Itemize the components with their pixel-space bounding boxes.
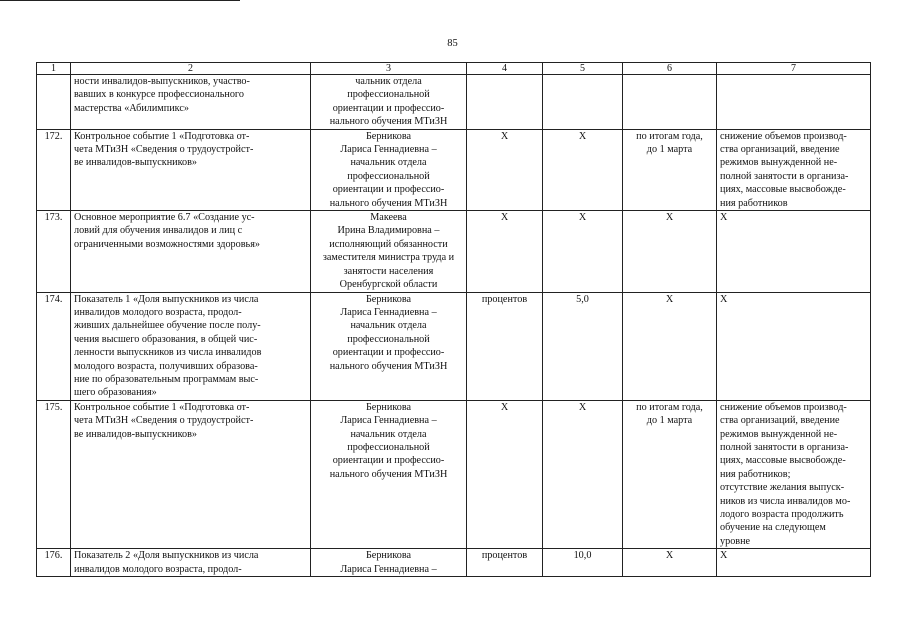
row-number: 175. [37,400,71,548]
column-number: 4 [467,63,543,75]
responsible-person: чальник отдела профессиональной ориентации и профессио- нального обучения МТиЗН [311,75,467,130]
measure-description: Контрольное событие 1 «Подготовка от- чета МТиЗН «Сведения о трудоустройст- ве инвалидов-выпускников» [71,129,311,210]
table-row [37,292,871,400]
table-row [37,129,871,210]
deadline: Х [623,549,717,577]
responsible-person: Берникова Лариса Геннадиевна – начальник отдела профессиональной ориентации и профессио- нального обучения МТиЗН [311,292,467,400]
measure-description: Контрольное событие 1 «Подготовка от- чета МТиЗН «Сведения о трудоустройст- ве инвалидов-выпускников» [71,400,311,548]
indicator-value: Х [543,211,623,292]
row-number: 174. [37,292,71,400]
unit-of-measure: Х [467,400,543,548]
top-rule [0,0,240,1]
column-number: 1 [37,63,71,75]
indicator-value: Х [543,129,623,210]
column-number: 2 [71,63,311,75]
measure-description: ности инвалидов-выпускников, участво- вавших в конкурсе профессионального мастерства «Абилимпикс» [71,75,311,130]
indicator-value: Х [543,400,623,548]
responsible-person: Берникова Лариса Геннадиевна – начальник отдела профессиональной ориентации и профессио- нального обучения МТиЗН [311,400,467,548]
column-number: 7 [717,63,871,75]
indicator-value [543,75,623,130]
column-number: 6 [623,63,717,75]
table-row [37,75,871,130]
unit-of-measure: процентов [467,292,543,400]
measure-description: Показатель 1 «Доля выпускников из числа инвалидов молодого возраста, продол- живших дальнейшее обучение после полу- чения высшего образования, в общей чис- ленности выпускников из числа инвалидов молодого возраста, получивших образова- ние по образовательным программам выс- шего образования» [71,292,311,400]
unit-of-measure: Х [467,211,543,292]
deadline: по итогам года, до 1 марта [623,400,717,548]
measure-description: Показатель 2 «Доля выпускников из числа инвалидов молодого возраста, продол- [71,549,311,577]
unit-of-measure [467,75,543,130]
column-number: 3 [311,63,467,75]
responsible-person: Берникова Лариса Геннадиевна – начальник отдела профессиональной ориентации и профессио- нального обучения МТиЗН [311,129,467,210]
column-number-row [37,63,871,75]
risk-description: Х [717,292,871,400]
risk-description: снижение объемов производ- ства организаций, введение режимов вынужденной не- полной занятости в организа- циях, массовые высвобожде- ния работников [717,129,871,210]
risk-description: Х [717,549,871,577]
risk-description: снижение объемов производ- ства организаций, введение режимов вынужденной не- полной занятости в организа- циях, массовые высвобожде- ния работников; отсутствие желания выпуск- ников из числа инвалидов мо- лодого возраста продолжить обучение на следующем уровне [717,400,871,548]
unit-of-measure: Х [467,129,543,210]
table-row [37,549,871,577]
risk-description [717,75,871,130]
table-row [37,211,871,292]
deadline [623,75,717,130]
indicator-value: 10,0 [543,549,623,577]
deadline: Х [623,292,717,400]
row-number: 173. [37,211,71,292]
risk-description: Х [717,211,871,292]
indicator-value: 5,0 [543,292,623,400]
table-row [37,400,871,548]
row-number: 176. [37,549,71,577]
document-table [36,62,871,577]
row-number [37,75,71,130]
responsible-person: Берникова Лариса Геннадиевна – [311,549,467,577]
deadline: по итогам года, до 1 марта [623,129,717,210]
unit-of-measure: процентов [467,549,543,577]
responsible-person: Макеева Ирина Владимировна – исполняющий обязанности заместителя министра труда и занятости населения Оренбургской области [311,211,467,292]
row-number: 172. [37,129,71,210]
measure-description: Основное мероприятие 6.7 «Создание ус- ловий для обучения инвалидов и лиц с ограниченными возможностями здоровья» [71,211,311,292]
column-number: 5 [543,63,623,75]
page-number: 85 [447,38,458,49]
deadline: Х [623,211,717,292]
